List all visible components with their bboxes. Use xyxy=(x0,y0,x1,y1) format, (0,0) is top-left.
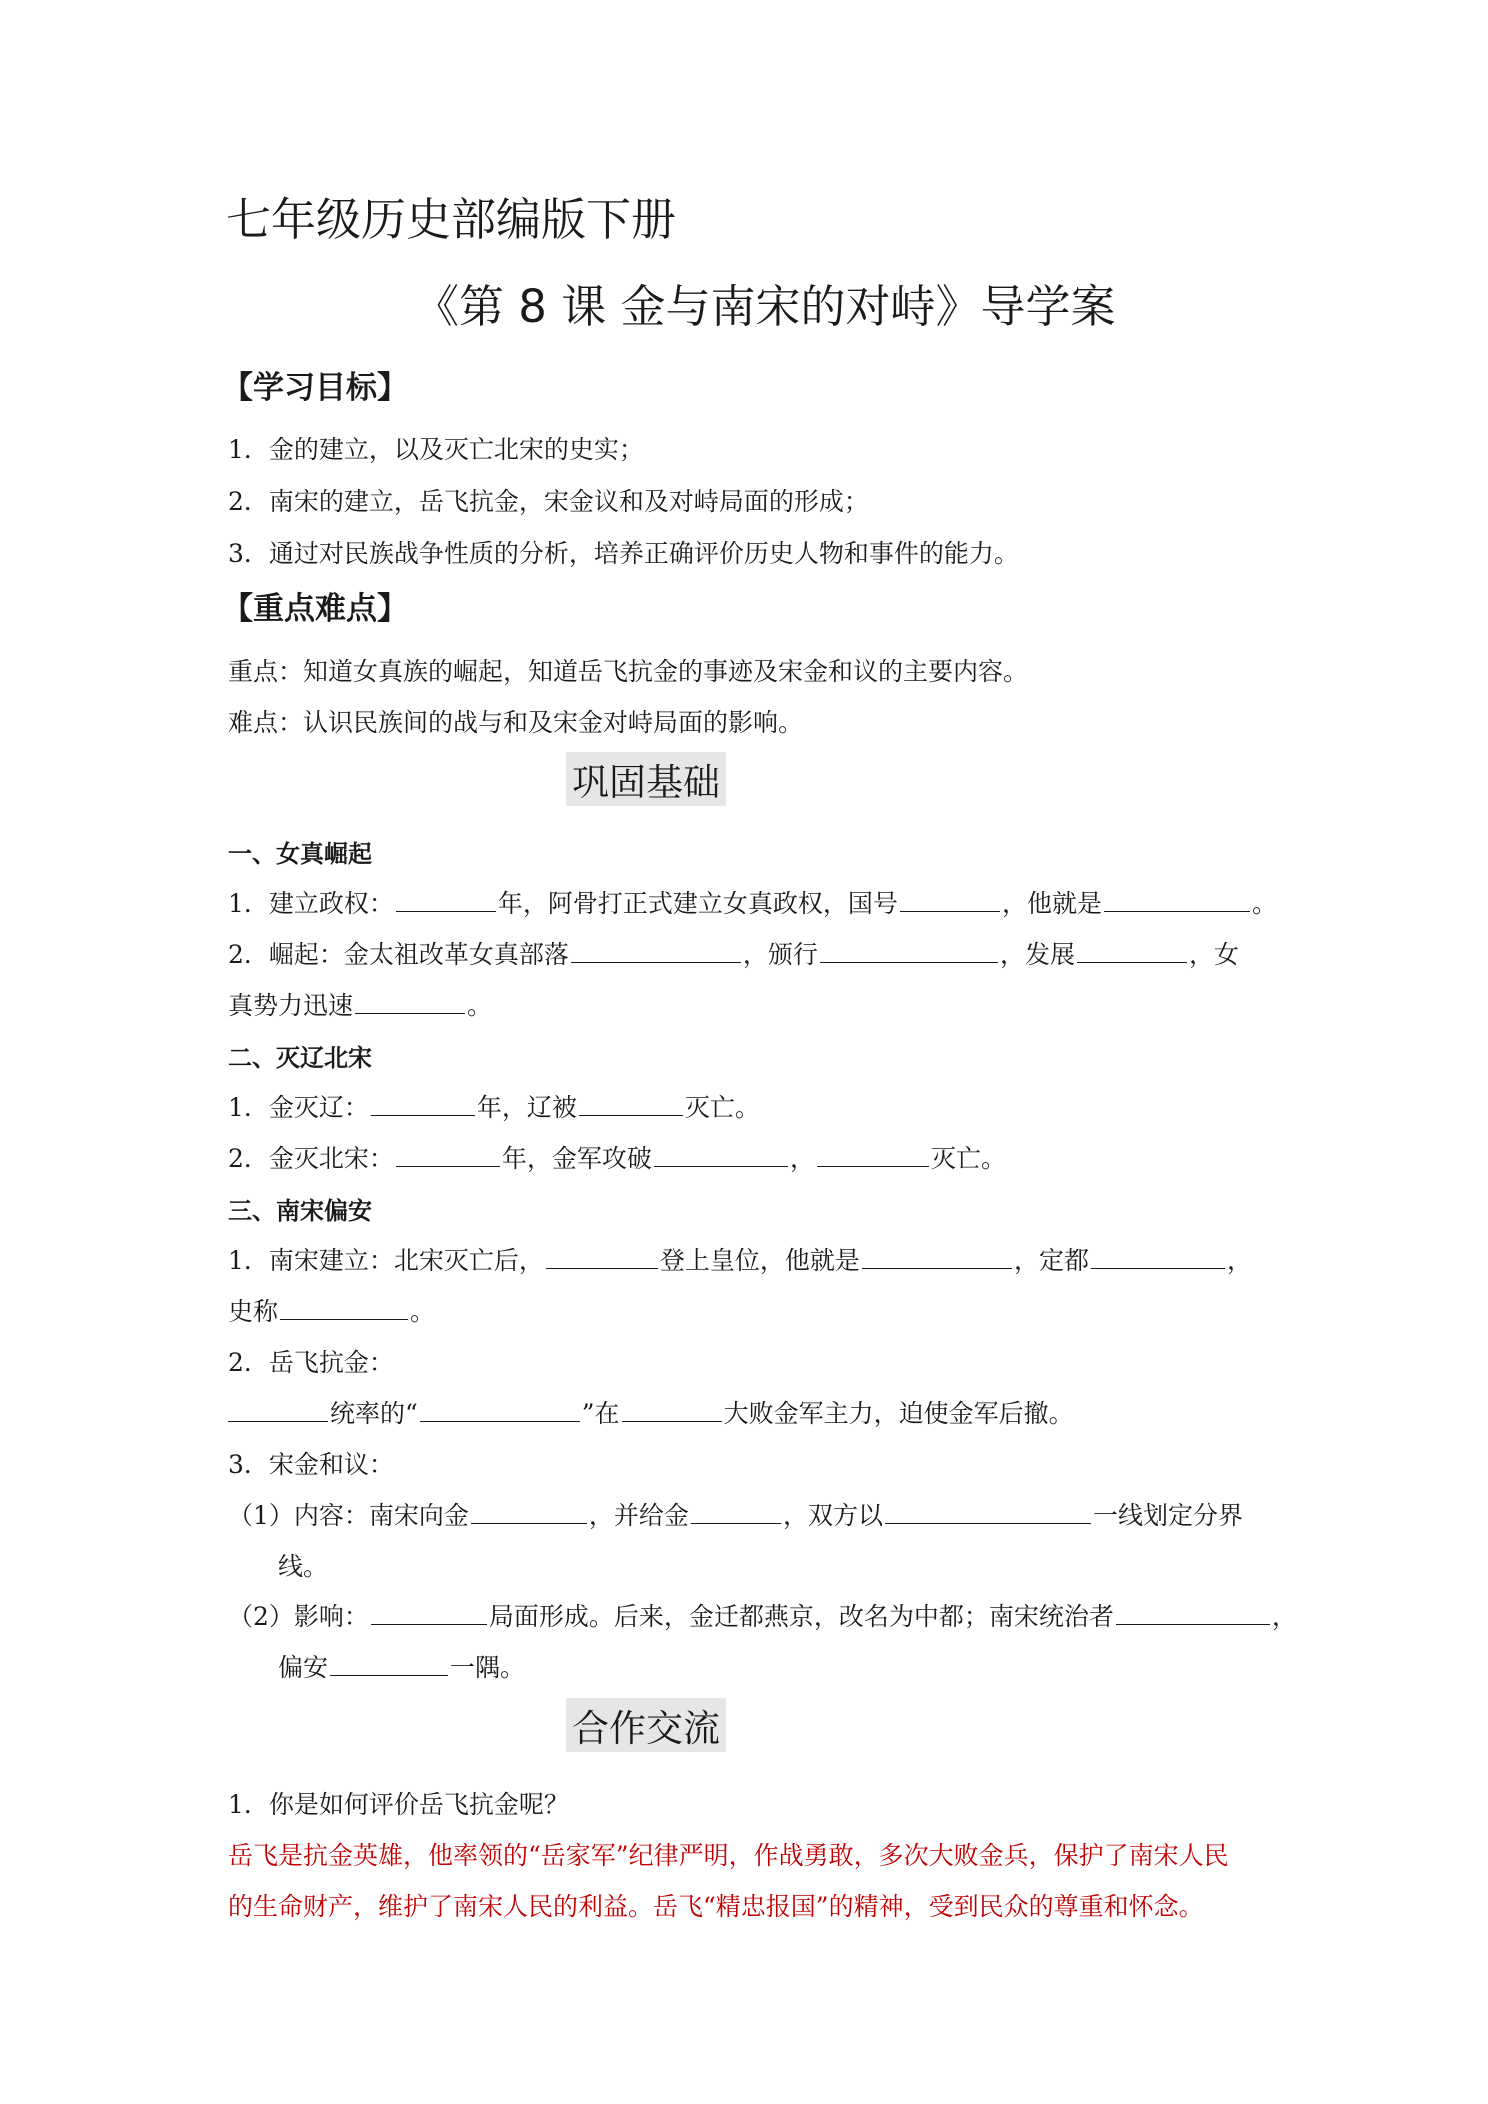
key-point: 重点：知道女真族的崛起，知道岳飞抗金的事迹及宋金和议的主要内容。 xyxy=(228,657,1029,686)
objectives-header: 【学习目标】 xyxy=(222,370,408,406)
objective-item: 2．南宋的建立，岳飞抗金，宋金议和及对峙局面的形成； xyxy=(228,487,869,516)
fill-blank[interactable] xyxy=(820,936,998,963)
fill-blank[interactable] xyxy=(654,1140,788,1167)
fill-blank[interactable] xyxy=(579,1089,683,1116)
subheading-peace-treaty: 3．宋金和议： xyxy=(228,1450,394,1479)
fill-blank[interactable] xyxy=(228,1395,328,1422)
fill-blank[interactable] xyxy=(900,885,1000,912)
document-title: 七年级历史部编版下册 xyxy=(226,193,677,246)
fill-line: 史称 。 xyxy=(228,1292,435,1328)
fill-blank[interactable] xyxy=(396,885,496,912)
fill-blank[interactable] xyxy=(1116,1598,1270,1625)
fill-blank[interactable] xyxy=(691,1497,781,1524)
fill-line: （2）影响： 局面形成。后来，金迁都燕京，改名为中都；南宋统治者 ， xyxy=(228,1597,1297,1633)
fill-line: 2．崛起：金太祖改革女真部落 ，颁行 ，发展 ，女 xyxy=(228,935,1239,971)
fill-blank[interactable] xyxy=(420,1395,580,1422)
fill-blank[interactable] xyxy=(622,1395,722,1422)
fill-blank[interactable] xyxy=(1104,885,1250,912)
fill-line: （1）内容：南宋向金 ，并给金 ，双方以 一线划定分界 xyxy=(228,1496,1243,1532)
fill-line: 2．金灭北宋： 年，金军攻破 ， 灭亡。 xyxy=(228,1139,1006,1175)
discussion-question: 1．你是如何评价岳飞抗金呢？ xyxy=(228,1790,569,1819)
fill-line: 1．建立政权： 年，阿骨打正式建立女真政权，国号 ，他就是 。 xyxy=(228,884,1277,920)
objective-item: 3．通过对民族战争性质的分析，培养正确评价历史人物和事件的能力。 xyxy=(228,539,1019,568)
fill-blank[interactable] xyxy=(371,1089,475,1116)
answer-line: 的生命财产，维护了南宋人民的利益。岳飞“精忠报国”的精神，受到民众的尊重和怀念。 xyxy=(228,1892,1204,1921)
fill-blank[interactable] xyxy=(571,936,741,963)
section-header-liao-song-fall: 二、灭辽北宋 xyxy=(228,1044,372,1072)
fill-line: 统率的“ ”在 大败金军主力，迫使金军后撤。 xyxy=(228,1394,1074,1430)
subheading-yuefei: 2．岳飞抗金： xyxy=(228,1348,394,1377)
fill-blank[interactable] xyxy=(862,1242,1012,1269)
fill-blank[interactable] xyxy=(471,1497,587,1524)
fill-blank[interactable] xyxy=(546,1242,658,1269)
fill-line: 真势力迅速 。 xyxy=(228,986,492,1022)
section-header-southern-song: 三、南宋偏安 xyxy=(228,1197,372,1225)
section-header-jurchen-rise: 一、女真崛起 xyxy=(228,840,372,868)
fill-blank[interactable] xyxy=(355,987,465,1014)
section-band-basics: 巩固基础 xyxy=(566,752,726,806)
fill-line: 1．金灭辽： 年，辽被 灭亡。 xyxy=(228,1088,760,1124)
fill-blank[interactable] xyxy=(371,1598,487,1625)
fill-blank[interactable] xyxy=(817,1140,929,1167)
fill-line-continued: 线。 xyxy=(278,1552,329,1581)
fill-blank[interactable] xyxy=(1091,1242,1225,1269)
fill-blank[interactable] xyxy=(885,1497,1091,1524)
section-band-cooperation: 合作交流 xyxy=(566,1698,726,1752)
objective-item: 1．金的建立，以及灭亡北宋的史实； xyxy=(228,435,644,464)
keypoints-header: 【重点难点】 xyxy=(222,591,408,627)
fill-blank[interactable] xyxy=(330,1649,448,1676)
difficult-point: 难点：认识民族间的战与和及宋金对峙局面的影响。 xyxy=(228,708,804,737)
fill-blank[interactable] xyxy=(1077,936,1187,963)
document-subtitle: 《第 8 课 金与南宋的对峙》导学案 xyxy=(414,280,1116,333)
answer-line: 岳飞是抗金英雄，他率领的“岳家军”纪律严明，作战勇敢，多次大败金兵，保护了南宋人民 xyxy=(228,1841,1229,1870)
fill-blank[interactable] xyxy=(396,1140,500,1167)
fill-line: 偏安 一隅。 xyxy=(278,1648,525,1684)
fill-line: 1．南宋建立：北宋灭亡后， 登上皇位，他就是 ，定都 ， xyxy=(228,1241,1252,1277)
fill-blank[interactable] xyxy=(280,1293,408,1320)
